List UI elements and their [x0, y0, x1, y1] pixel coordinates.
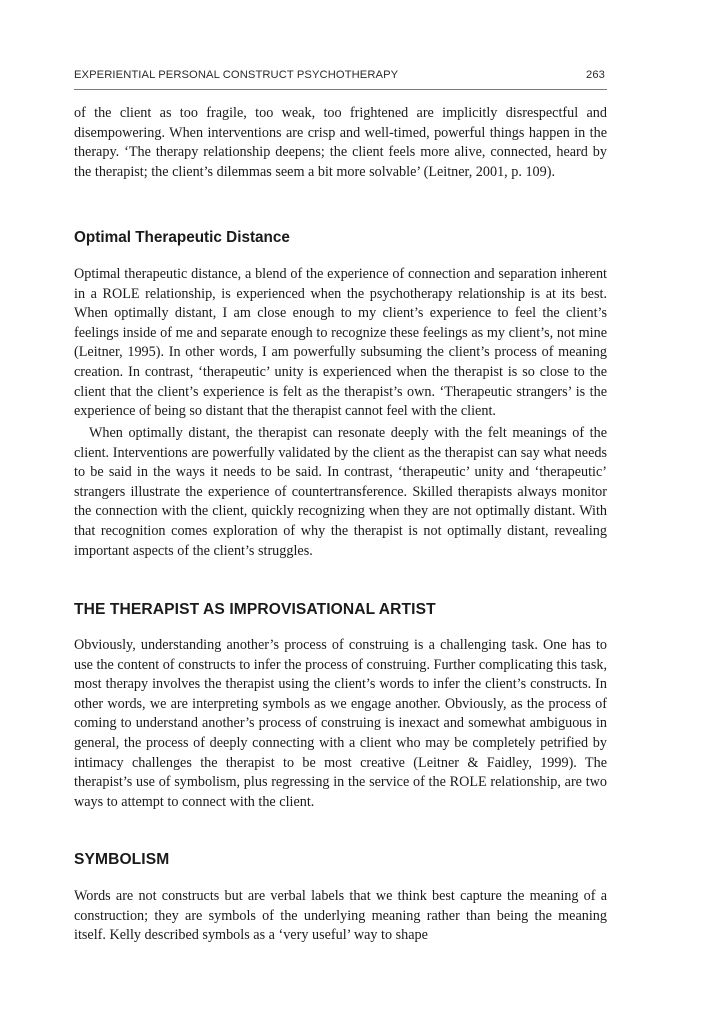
page-number: 263 [586, 69, 605, 81]
section-heading-symbolism: SYMBOLISM [74, 851, 170, 868]
paragraph-symbolism: Words are not constructs but are verbal labels that we think best capture the meaning of a construction; they are symbols of the underlying meaning rather than being the meaning itself. Kelly described symbols as a ‘very useful’ way to shape [74, 888, 607, 944]
header-rule [74, 89, 607, 90]
paragraph-continued: of the client as too fragile, too weak, too frightened are implicitly disrespectful and disempowering. When interventions are crisp and well-timed, powerful things happen in the therapy. ‘The therapy relationship deepens; the client feels more alive, connected, heard by the therapist; the client’s dilemmas seem a bit more solvable’ (Leitner, 2001, p. 109). [74, 105, 607, 180]
paragraph-optimal-distance-1: Optimal therapeutic distance, a blend of the experience of connection and separation inherent in a ROLE relationship, is experienced when the psychotherapy relationship is at its best. When optimally distant, I am close enough to my client’s experience to feel the client’s feelings inside of me and separate enough to recognize these feelings as my client’s, not mine (Leitner, 1995). In other words, I am powerfully subsuming the client’s process of meaning creation. In contrast, ‘therapeutic’ unity is experienced when the therapist is so close to the client that the client’s experience is felt as the therapist’s own. ‘Therapeutic strangers’ is the experience of being so distant that the therapist cannot feel with the client. [74, 266, 607, 420]
running-header [74, 69, 607, 81]
running-title: EXPERIENTIAL PERSONAL CONSTRUCT PSYCHOTHERAPY [74, 69, 399, 81]
paragraph-optimal-distance-2: When optimally distant, the therapist can resonate deeply with the felt meanings of the client. Interventions are powerfully validated by the client as the therapist can say what needs to be said in the ways it needs to be said. In contrast, ‘therapeutic’ unity and ‘therapeutic’ strangers illustrate the experience of countertransference. Skilled therapists always monitor the connection with the client, quickly recognizing when they are not optimally distant. With that recognition comes exploration of why the therapist is not optimally distant, revealing important aspects of the client’s struggles. [74, 425, 607, 559]
paragraph-improvisational-artist: Obviously, understanding another’s process of construing is a challenging task. One has to use the content of constructs to infer the process of construing. Further complicating this task, most therapy involves the therapist using the client’s words to infer the client’s constructs. In other words, we are interpreting symbols as we engage another. Obviously, as the process of coming to understand another’s process of construing is inexact and somewhat ambiguous in general, the process of deeply connecting with a client who may be completely petrified by intimacy challenges the therapist to be most creative (Leitner & Faidley, 1999). The therapist’s use of symbolism, plus regressing in the service of the ROLE relationship, are two ways to attempt to connect with the client. [74, 637, 607, 810]
section-heading-optimal-distance: Optimal Therapeutic Distance [74, 229, 290, 246]
section-heading-improvisational-artist: THE THERAPIST AS IMPROVISATIONAL ARTIST [74, 601, 436, 618]
